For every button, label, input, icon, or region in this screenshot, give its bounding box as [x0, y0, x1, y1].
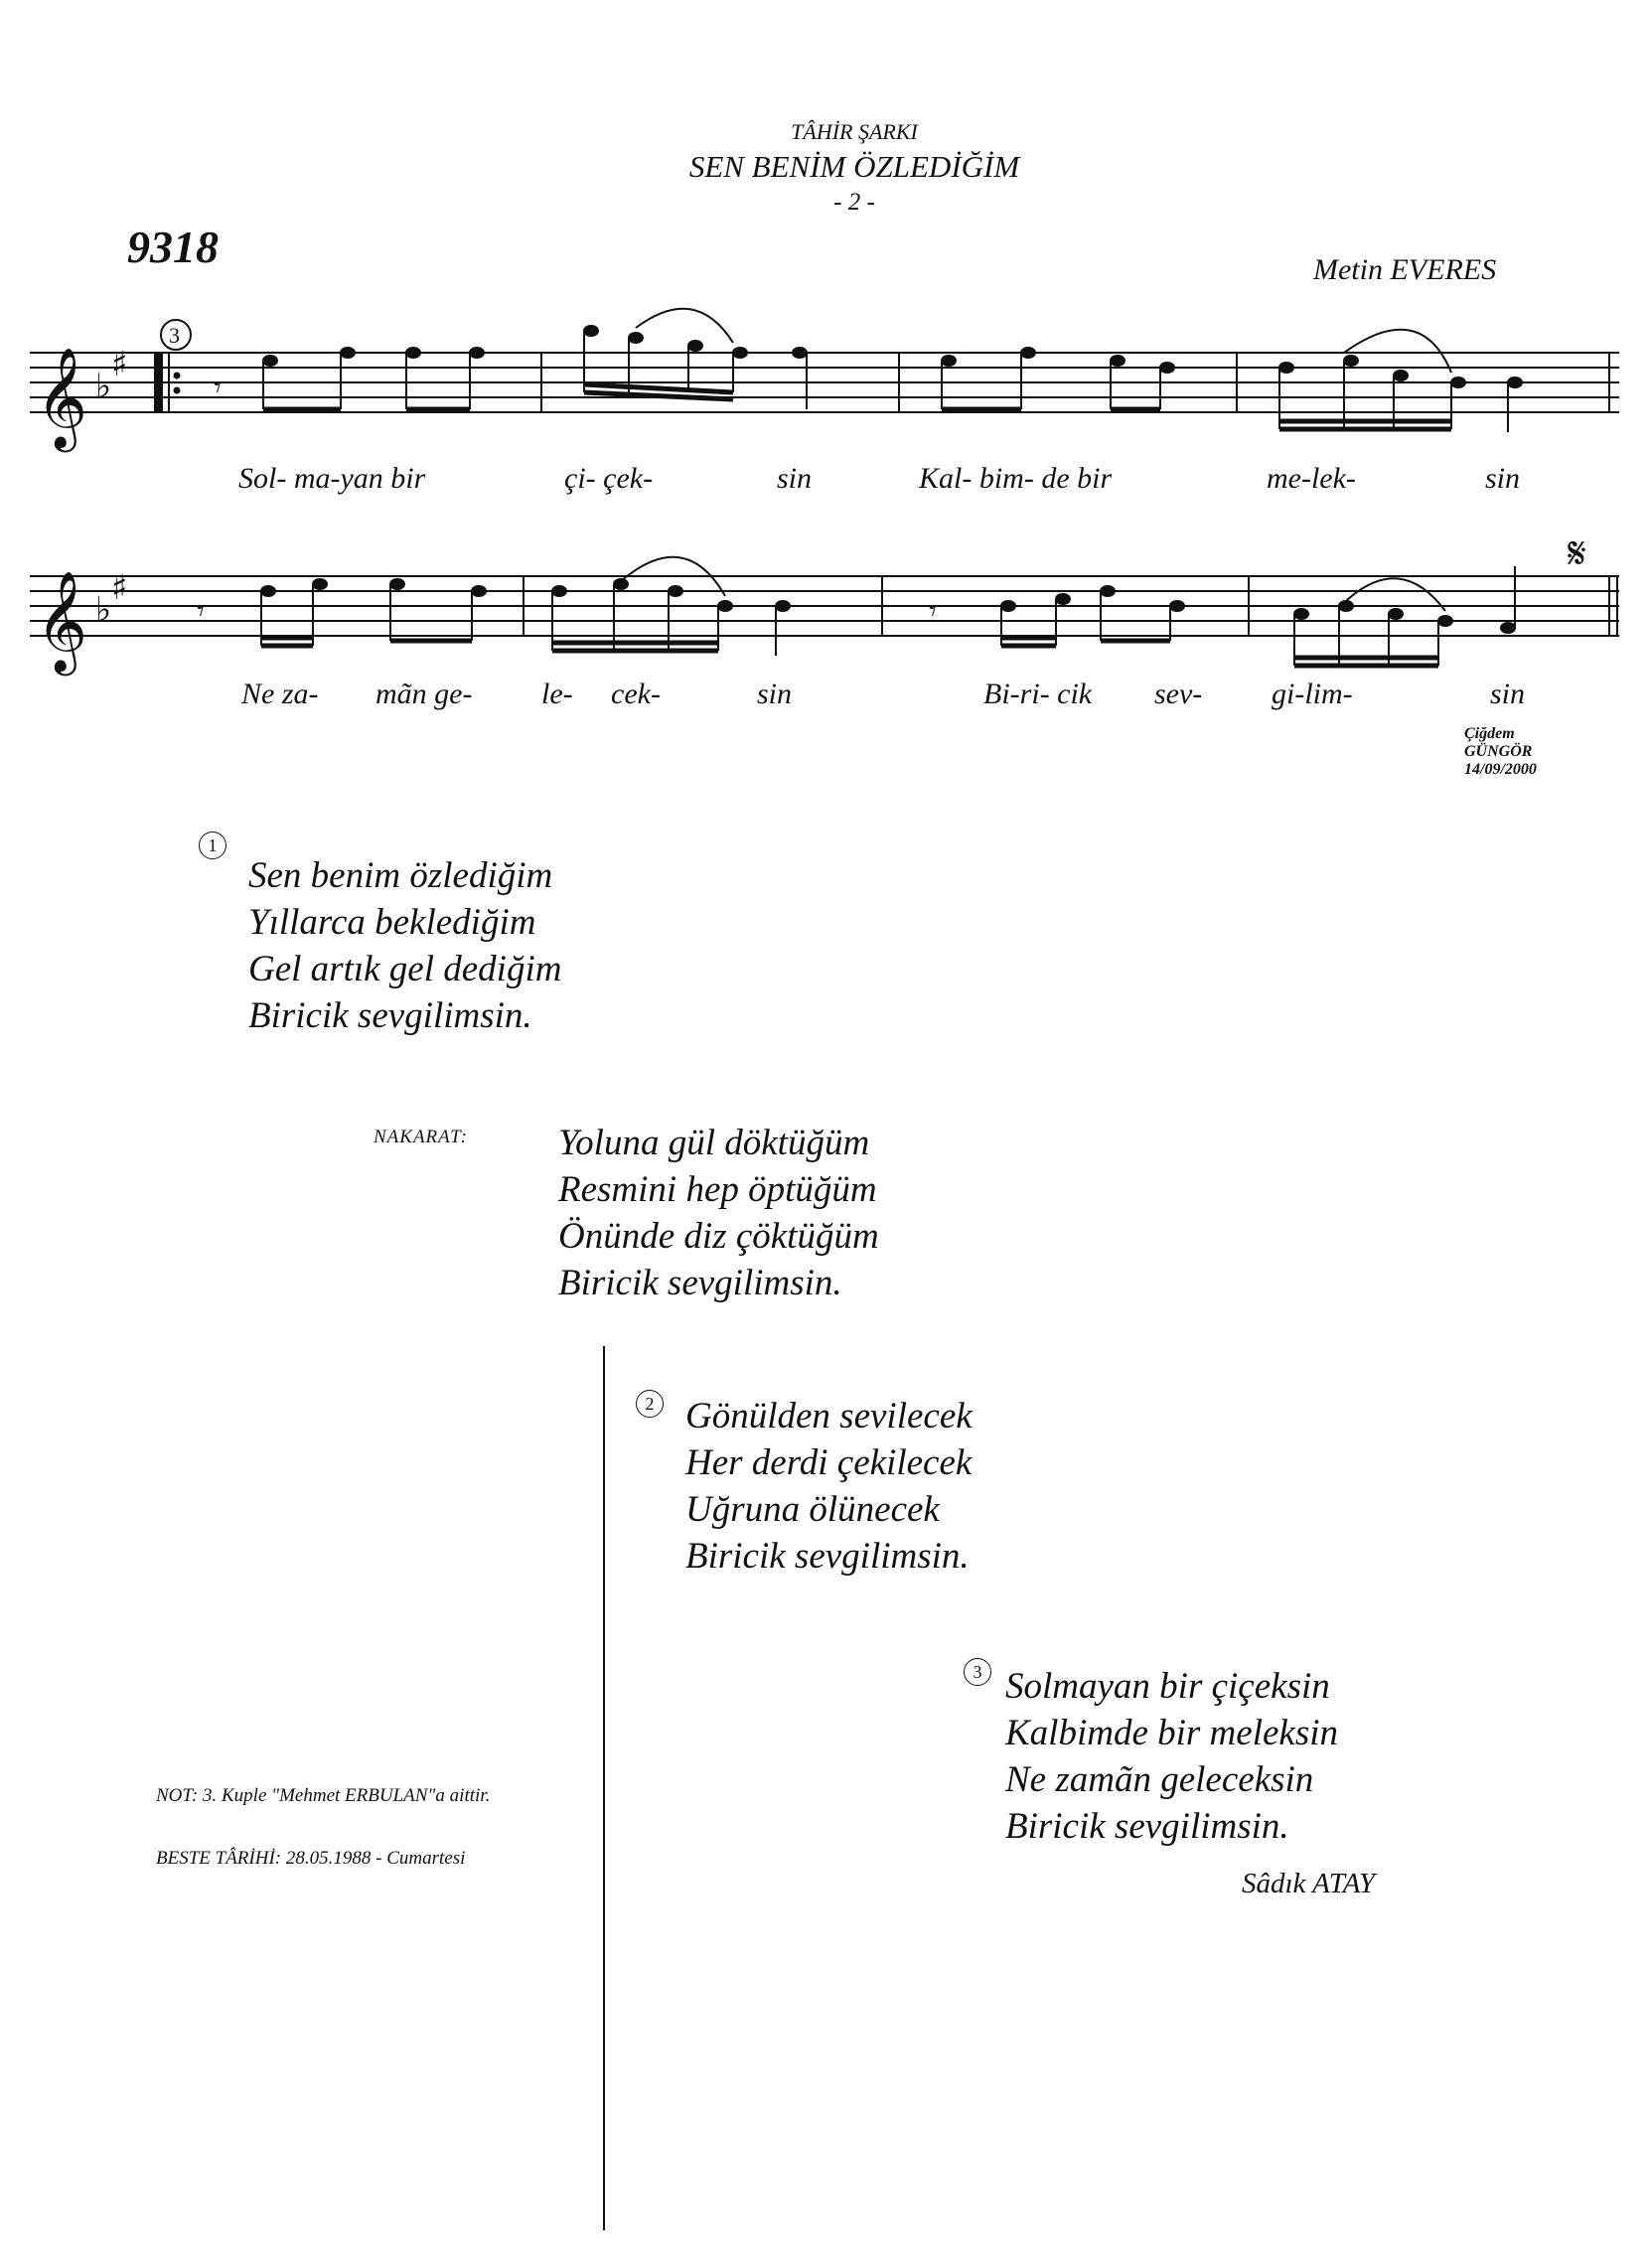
note-text: NOT: 3. Kuple "Mehmet ERBULAN"a aittir.	[156, 1785, 491, 1806]
transcriber-name: Çiğdem	[1464, 725, 1515, 742]
notes-line-2	[261, 566, 1515, 666]
stanza-number-circle: 3	[964, 1658, 991, 1686]
stanza-line: Biricik sevgilimsin.	[558, 1263, 842, 1303]
lyric-syllable: sin	[1485, 462, 1521, 495]
section-mark-number: 3	[169, 323, 180, 348]
lyric-syllable: Bi-ri- cik	[983, 678, 1093, 710]
stanza-line: Kalbimde bir meleksin	[1005, 1713, 1339, 1753]
lyric-syllable: Ne za-	[241, 678, 319, 710]
stanza-line: Biricik sevgilimsin.	[1005, 1806, 1289, 1847]
lyric-syllable: mãn ge-	[375, 678, 473, 710]
lyric-syllable: sin	[777, 462, 813, 495]
stanza-line: Yoluna gül döktüğüm	[558, 1123, 870, 1163]
lyric-syllable: cek-	[611, 678, 661, 710]
stanza-line: Gel artık gel dediğim	[248, 949, 562, 989]
stanza-number	[636, 1396, 664, 1418]
composition-date: BESTE TÂRİHİ: 28.05.1988 - Cumartesi	[156, 1848, 466, 1869]
transcription-date: 14/09/2000	[1464, 761, 1537, 778]
stanza-line: Gönülden sevilecek	[685, 1396, 973, 1436]
stanza-1	[248, 852, 561, 1039]
lyric-syllable: sev-	[1154, 678, 1203, 710]
lyric-syllable: gi-lim-	[1272, 678, 1353, 710]
lyric-syllable: le-	[541, 678, 573, 710]
song-title: SEN BENİM ÖZLEDİĞİM	[688, 149, 1020, 184]
lyric-syllable: sin	[757, 678, 793, 710]
lyric-syllable: me-lek-	[1267, 462, 1356, 495]
refrain	[558, 1120, 879, 1306]
stanza-line: Solmayan bir çiçeksin	[1005, 1666, 1330, 1707]
transcriber-surname: GÜNGÖR	[1464, 743, 1533, 760]
sharp-icon: ♯	[111, 345, 128, 384]
stanza-number-circle: 2	[636, 1390, 664, 1418]
slur	[636, 309, 733, 343]
eighth-rest-icon: 𝄾	[214, 371, 222, 405]
stanza-line: Sen benim özlediğim	[248, 855, 553, 896]
stanza-line: Resmini hep öptüğüm	[558, 1169, 877, 1210]
song-number: 9318	[127, 222, 219, 272]
makam-label: TÂHİR ŞARKI	[791, 119, 918, 144]
stanza-number	[964, 1664, 991, 1686]
flat-icon: ♭	[95, 590, 112, 630]
treble-clef-icon: 𝄞	[36, 569, 88, 672]
stanza-2	[685, 1393, 973, 1580]
refrain-label: NAKARAT:	[374, 1127, 468, 1147]
stanza-line: Yıllarca beklediğim	[248, 902, 536, 943]
lyric-syllable: çi- çek-	[564, 462, 654, 495]
lyric-syllable: sin	[1490, 678, 1526, 710]
lyric-syllable: Sol- ma-yan bir	[238, 462, 426, 495]
flat-icon: ♭	[95, 367, 112, 406]
composer-name: Metin EVERES	[1313, 253, 1497, 286]
treble-clef-icon: 𝄞	[36, 346, 88, 448]
stanza-line: Uğruna ölünecek	[685, 1489, 940, 1530]
stanza-line: Biricik sevgilimsin.	[685, 1536, 970, 1577]
eighth-rest-icon: 𝄾	[929, 594, 937, 629]
stanza-line: Her derdi çekilecek	[685, 1442, 973, 1483]
sharp-icon: ♯	[111, 568, 128, 608]
stanza-number-circle: 1	[199, 832, 226, 859]
stanza-number	[199, 837, 226, 859]
notes-line-1	[263, 326, 1522, 432]
lyric-syllable: Kal- bim- de bir	[919, 462, 1113, 495]
segno-icon: 𝄋	[1568, 529, 1586, 579]
page-number: - 2 -	[833, 189, 875, 216]
stanza-line: Önünde diz çöktüğüm	[558, 1216, 879, 1257]
eighth-rest-icon: 𝄾	[197, 594, 205, 629]
stanza-3	[1005, 1663, 1338, 1850]
stanza-line: Biricik sevgilimsin.	[248, 995, 532, 1036]
transcriber-credit	[1464, 725, 1537, 779]
slur	[1344, 330, 1451, 373]
stanza-line: Ne zamãn geleceksin	[1005, 1759, 1314, 1800]
poet-name: Sâdık ATAY	[1242, 1868, 1376, 1899]
